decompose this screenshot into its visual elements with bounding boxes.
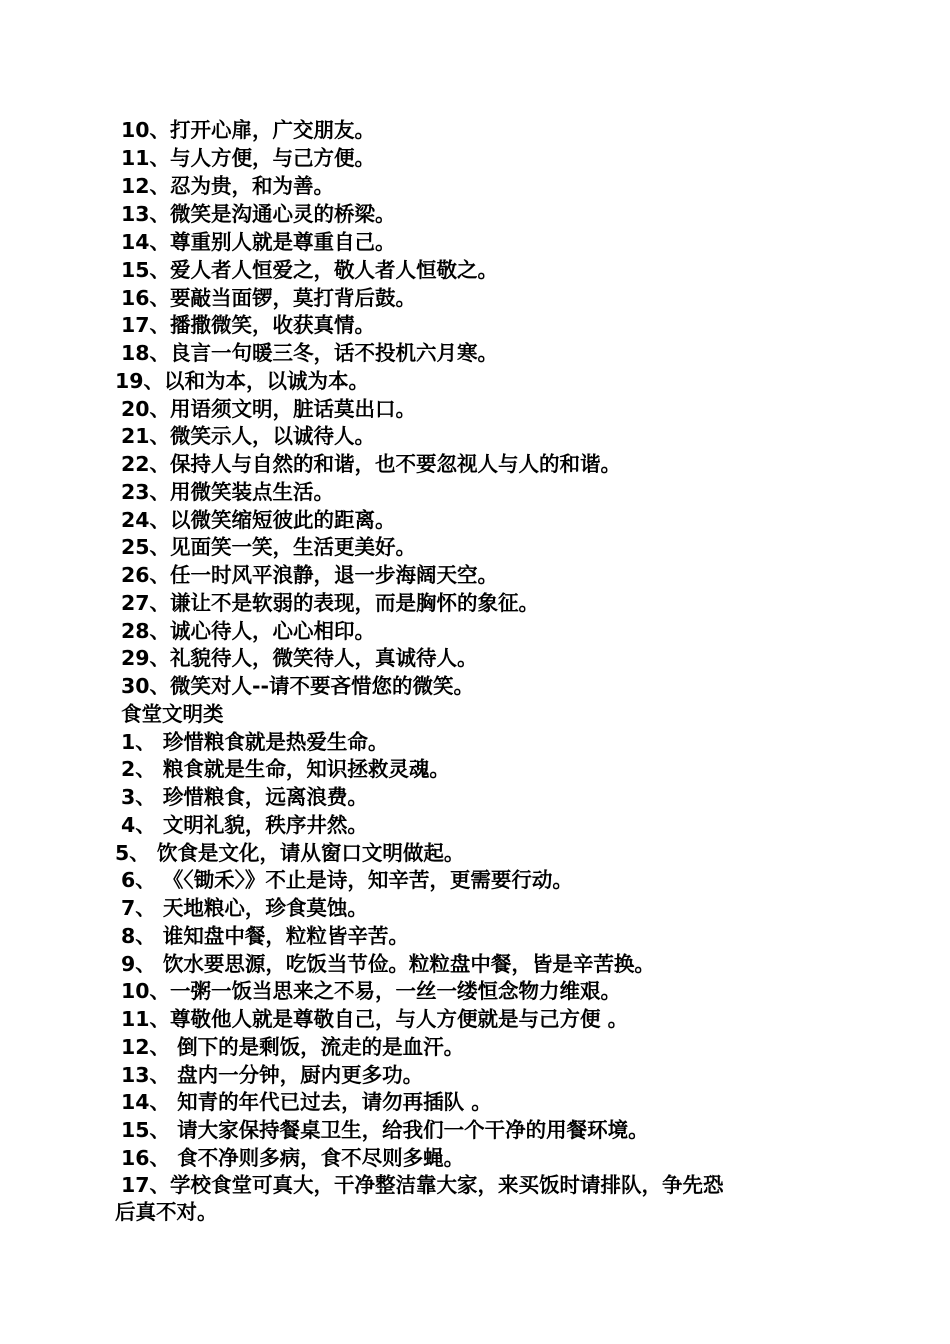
- slogan-line: 23、用微笑装点生活。: [121, 480, 335, 504]
- slogan-line: 13、 盘内一分钟，厨内更多功。: [121, 1063, 424, 1087]
- slogan-line: 13、微笑是沟通心灵的桥梁。: [121, 202, 396, 226]
- slogan-line: 10、一粥一饭当思来之不易，一丝一缕恒念物力维艰。: [121, 979, 622, 1003]
- slogan-line: 6、 《〈锄禾〉》不止是诗，知辛苦，更需要行动。: [121, 868, 573, 892]
- slogan-line: 28、诚心待人，心心相印。: [121, 619, 376, 643]
- slogan-line: 1、 珍惜粮食就是热爱生命。: [121, 730, 389, 754]
- slogan-line: 25、见面笑一笑，生活更美好。: [121, 535, 417, 559]
- slogan-line: 29、礼貌待人，微笑待人，真诚待人。: [121, 646, 478, 670]
- slogan-line: 7、 天地粮心，珍食莫蚀。: [121, 896, 368, 920]
- slogan-line: 17、学校食堂可真大，干净整洁靠大家，来买饭时请排队，争先恐: [121, 1173, 724, 1197]
- slogan-line: 26、任一时风平浪静，退一步海阔天空。: [121, 563, 499, 587]
- slogan-line: 10、打开心扉，广交朋友。: [121, 118, 376, 142]
- slogan-line: 9、 饮水要思源，吃饭当节俭。粒粒盘中餐，皆是辛苦换。: [121, 952, 655, 976]
- slogan-line: 5、 饮食是文化，请从窗口文明做起。: [115, 841, 465, 865]
- slogan-line: 27、谦让不是软弱的表现，而是胸怀的象征。: [121, 591, 540, 615]
- slogan-line: 3、 珍惜粮食，远离浪费。: [121, 785, 368, 809]
- slogan-line: 19、以和为本，以诚为本。: [115, 369, 370, 393]
- slogan-line: 18、良言一句暖三冬，话不投机六月寒。: [121, 341, 499, 365]
- slogan-line: 16、要敲当面锣，莫打背后鼓。: [121, 286, 417, 310]
- slogan-line: 后真不对。: [115, 1200, 218, 1224]
- section-heading: 食堂文明类: [121, 702, 224, 726]
- slogan-line: 30、微笑对人--请不要吝惜您的微笑。: [121, 674, 475, 698]
- slogan-line: 17、播撒微笑，收获真情。: [121, 313, 376, 337]
- slogan-line: 11、与人方便，与己方便。: [121, 146, 376, 170]
- slogan-line: 14、 知青的年代已过去，请勿再插队 。: [121, 1090, 492, 1114]
- slogan-line: 14、尊重别人就是尊重自己。: [121, 230, 396, 254]
- slogan-line: 4、 文明礼貌，秩序井然。: [121, 813, 368, 837]
- slogan-line: 2、 粮食就是生命，知识拯救灵魂。: [121, 757, 450, 781]
- slogan-line: 21、微笑示人，以诚待人。: [121, 424, 376, 448]
- slogan-line: 20、用语须文明，脏话莫出口。: [121, 397, 417, 421]
- slogan-line: 24、以微笑缩短彼此的距离。: [121, 508, 396, 532]
- slogan-line: 16、 食不净则多病，食不尽则多蝇。: [121, 1146, 465, 1170]
- slogan-line: 12、 倒下的是剩饭，流走的是血汗。: [121, 1035, 465, 1059]
- slogan-line: 22、保持人与自然的和谐，也不要忽视人与人的和谐。: [121, 452, 622, 476]
- slogan-line: 12、忍为贵，和为善。: [121, 174, 335, 198]
- slogan-line: 15、爱人者人恒爱之，敬人者人恒敬之。: [121, 258, 499, 282]
- slogan-line: 15、 请大家保持餐桌卫生，给我们一个干净的用餐环境。: [121, 1118, 649, 1142]
- slogan-line: 8、 谁知盘中餐，粒粒皆辛苦。: [121, 924, 409, 948]
- slogan-line: 11、尊敬他人就是尊敬自己，与人方便就是与己方便 。: [121, 1007, 629, 1031]
